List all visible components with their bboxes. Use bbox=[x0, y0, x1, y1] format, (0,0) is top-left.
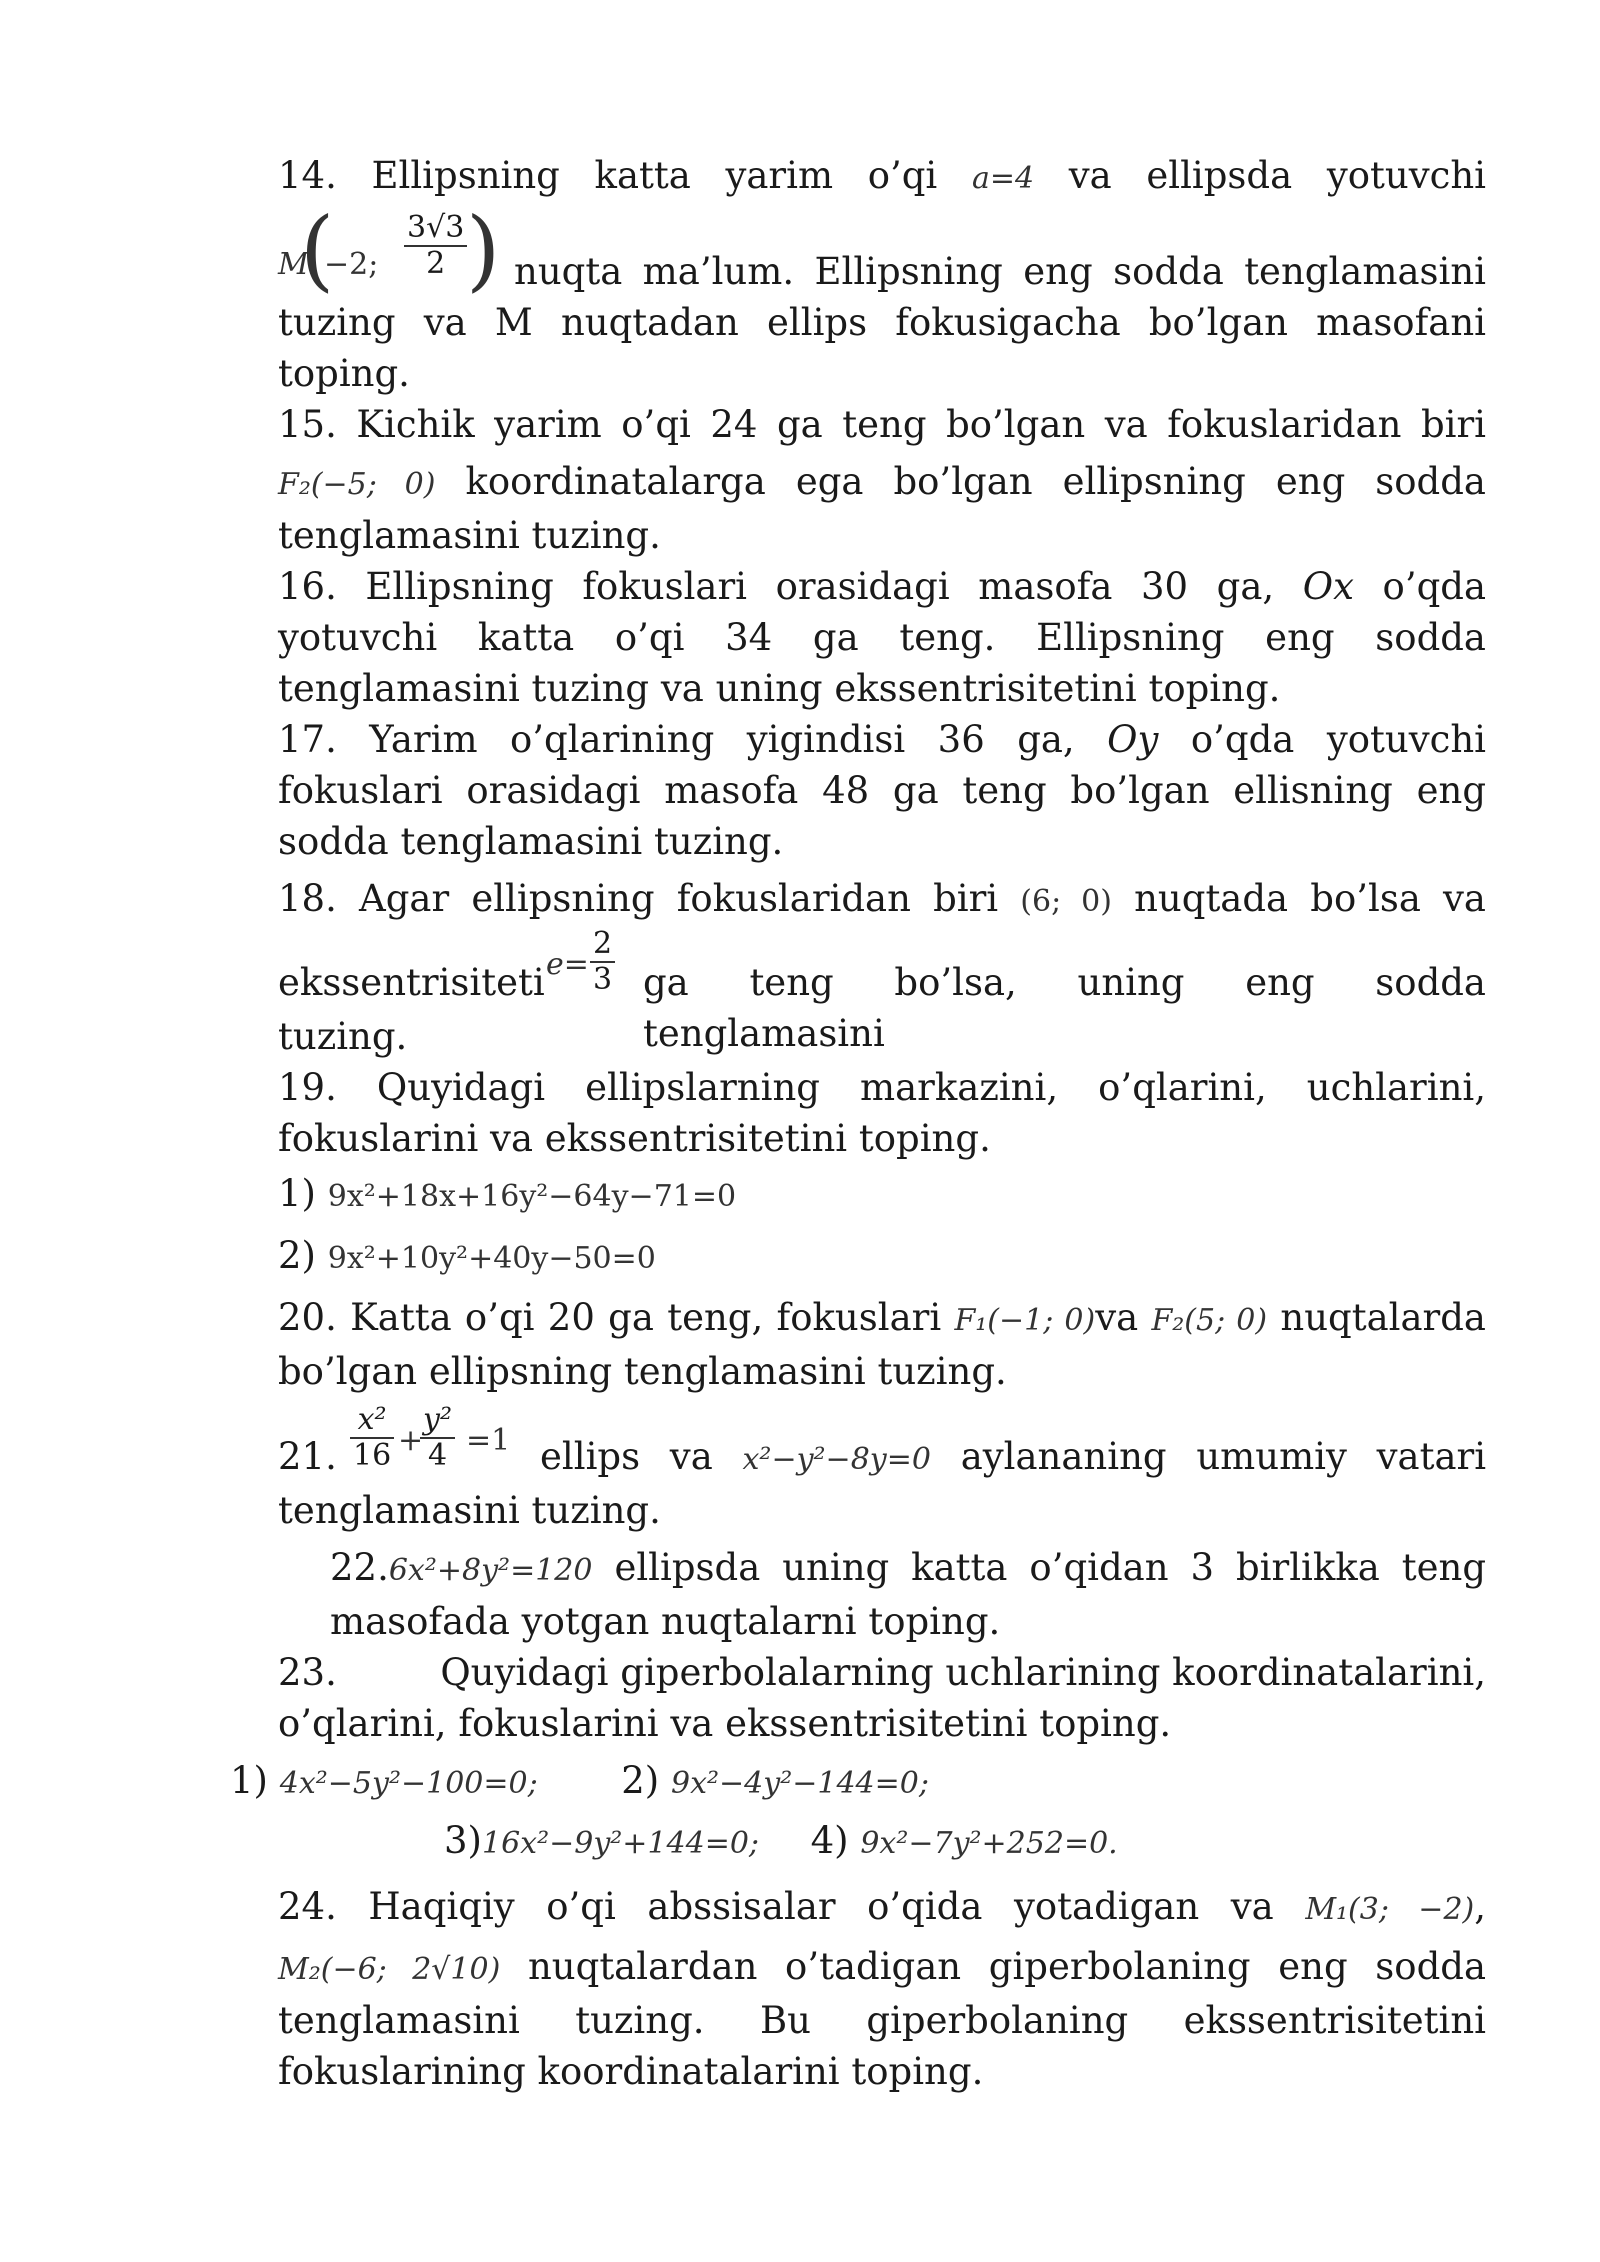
problem-24-line-1 bbox=[278, 1881, 1486, 1935]
problem-20-text-a: 20. Katta o’qi 20 ga teng, fokuslari bbox=[278, 1296, 942, 1339]
problem-18-ecc-lhs: e= bbox=[546, 947, 589, 982]
problem-23-item-4-math: 9x²−7y²+252=0. bbox=[860, 1826, 1118, 1861]
problem-15-focus: F₂(−5; 0) bbox=[278, 467, 436, 502]
problem-24-line-3: tenglamasini tuzing. Bu giperbolaning ekssentrisitetini bbox=[278, 1999, 1486, 2042]
problem-21 bbox=[278, 1397, 1486, 1536]
problem-17 bbox=[278, 714, 1486, 867]
problem-24-line-4: fokuslarining koordinatalarini toping. bbox=[278, 2050, 984, 2093]
problem-21-line-1 bbox=[278, 1397, 1486, 1485]
problem-23-item-3-math: 16x²−9y²+144=0; bbox=[481, 1826, 760, 1861]
problem-16-text-a: 16. Ellipsning fokuslari orasidagi masofa 30 ga, bbox=[278, 565, 1275, 608]
problem-23-item-3-num: 3) bbox=[444, 1819, 482, 1862]
problem-page bbox=[230, 150, 1487, 2097]
problem-14-line-3: tuzing va M nuqtadan ellips fokusigacha bo’lgan masofani toping. bbox=[278, 301, 1486, 395]
problem-22-line-1 bbox=[330, 1542, 1486, 1596]
problem-24-comma: , bbox=[1474, 1885, 1486, 1928]
problem-20-focus-1: F₁(−1; 0) bbox=[954, 1303, 1096, 1338]
problem-21-text-a: ellips va bbox=[540, 1435, 713, 1478]
problem-15-line-2 bbox=[278, 456, 1486, 510]
problem-21-frac-1-den: 16 bbox=[353, 1438, 392, 1473]
problem-23-items-row-1 bbox=[230, 1755, 1486, 1809]
problem-18-ecc-num: 2 bbox=[590, 927, 615, 963]
problem-18-ecc-frac bbox=[590, 927, 615, 997]
problem-21-text-b: aylananing umumiy vatari bbox=[960, 1435, 1487, 1478]
problem-19-item-1 bbox=[278, 1168, 1486, 1222]
problem-14-point-label: M bbox=[278, 247, 309, 282]
problem-24 bbox=[278, 1881, 1486, 2097]
problem-18-text-a: 18. Agar ellipsning fokuslaridan biri bbox=[278, 877, 999, 920]
problem-18-focus: (6; 0) bbox=[1020, 884, 1112, 919]
problem-23-items-row-2 bbox=[444, 1815, 1486, 1869]
problem-17-text-a: 17. Yarim o’qlarining yigindisi 36 ga, bbox=[278, 718, 1075, 761]
problem-23 bbox=[230, 1647, 1486, 1869]
problem-17-axis: Oy bbox=[1107, 718, 1159, 761]
problem-15-line-2-text: koordinatalarga ega bo’lgan ellipsning eng sodda bbox=[465, 460, 1486, 503]
problem-14-point-y-num: 3√3 bbox=[404, 211, 467, 247]
problem-23-item-2-math: 9x²−4y²−144=0; bbox=[671, 1766, 929, 1801]
problem-16-axis: Ox bbox=[1302, 565, 1354, 608]
problem-24-text-b: nuqtalardan o’tadigan giperbolaning eng sodda bbox=[527, 1945, 1487, 1988]
problem-16-text-b: o’qda yotuvchi katta o’qi 34 ga teng. Ellipsning eng sodda tenglamasini tuzing va uning ekssentrisitetini toping. bbox=[278, 565, 1487, 710]
problem-19-item-1-num: 1) bbox=[278, 1172, 316, 1215]
problem-24-point-m2: M₂(−6; 2√10) bbox=[278, 1952, 501, 1987]
problem-24-text-a: 24. Haqiqiy o’qi abssisalar o’qida yotadigan va bbox=[278, 1885, 1274, 1928]
problem-19 bbox=[278, 1062, 1486, 1284]
problem-18-text-b: nuqtada bo’lsa va bbox=[1134, 877, 1486, 920]
problem-18-ecc-den: 3 bbox=[593, 962, 613, 997]
problem-18 bbox=[278, 873, 1486, 1062]
problem-23-item-2-num: 2) bbox=[621, 1759, 660, 1802]
problem-23-item-1-num: 1) bbox=[230, 1759, 268, 1802]
problem-24-line-2 bbox=[278, 1941, 1486, 1995]
problem-14-line-2 bbox=[278, 198, 1486, 301]
problem-14 bbox=[278, 150, 1486, 399]
problem-18-line-1 bbox=[278, 873, 1486, 927]
problem-21-frac-2-num: y² bbox=[420, 1403, 455, 1439]
problem-14-left-paren: ( bbox=[300, 198, 335, 301]
problem-17-text-b: o’qda yotuvchi fokuslari orasidagi masofa 48 ga teng bo’lgan ellisning eng sodda tenglamasini tuzing. bbox=[278, 718, 1486, 863]
problem-19-text: 19. Quyidagi ellipslarning markazini, o’qlarini, uchlarini, fokuslarini va ekssentrisitetini toping. bbox=[278, 1066, 1486, 1160]
problem-15-line-3: tenglamasini tuzing. bbox=[278, 514, 661, 557]
problem-21-frac-1 bbox=[350, 1403, 394, 1473]
problem-14-point-x: −2; bbox=[324, 247, 379, 282]
problem-18-line-2-text-b: ga teng bo’lsa, uning eng sodda tenglamasini bbox=[643, 961, 1486, 1055]
problem-16 bbox=[278, 561, 1486, 714]
problem-21-frac-2-den: 4 bbox=[427, 1438, 448, 1473]
problem-14-text-a: 14. Ellipsning katta yarim o’qi bbox=[278, 154, 938, 197]
problem-21-plus: + bbox=[398, 1423, 424, 1458]
problem-14-text-b: va ellipsda yotuvchi bbox=[1068, 154, 1486, 197]
problem-15-line-1: 15. Kichik yarim o’qi 24 ga teng bo’lgan va fokuslaridan biri bbox=[278, 403, 1486, 446]
problem-14-semi-axis: a=4 bbox=[971, 161, 1035, 196]
problem-22-num: 22. bbox=[330, 1546, 389, 1589]
problem-21-frac-2 bbox=[420, 1403, 455, 1473]
problem-19-item-2-num: 2) bbox=[278, 1234, 316, 1277]
problem-24-point-m1: M₁(3; −2) bbox=[1305, 1892, 1475, 1927]
problem-14-line-2-text: nuqta ma’lum. Ellipsning eng sodda tenglamasini bbox=[514, 250, 1486, 293]
problem-21-line-2: tenglamasini tuzing. bbox=[278, 1489, 661, 1532]
problem-18-line-2-text-a: ekssentrisiteti bbox=[278, 961, 545, 1004]
problem-21-num: 21. bbox=[278, 1435, 337, 1478]
problem-19-item-1-math: 9x²+18x+16y²−64y−71=0 bbox=[327, 1179, 737, 1214]
problem-23-item-1-math: 4x²−5y²−100=0; bbox=[279, 1766, 538, 1801]
problem-19-item-2 bbox=[278, 1230, 1486, 1284]
problem-14-point-y bbox=[404, 211, 467, 281]
problem-15 bbox=[278, 399, 1486, 561]
problem-23-line-1 bbox=[278, 1647, 1486, 1698]
problem-20 bbox=[278, 1292, 1486, 1397]
problem-20-va: va bbox=[1095, 1296, 1139, 1339]
problem-20-line-2: bo’lgan ellipsning tenglamasini tuzing. bbox=[278, 1350, 1007, 1393]
problem-22 bbox=[278, 1542, 1486, 1647]
problem-19-item-2-math: 9x²+10y²+40y−50=0 bbox=[327, 1241, 656, 1276]
problem-23-line-2: o’qlarini, fokuslarini va ekssentrisitetini toping. bbox=[278, 1702, 1172, 1745]
problem-21-frac-1-num: x² bbox=[350, 1403, 394, 1439]
problem-21-line-1-right bbox=[540, 1431, 1486, 1485]
problem-14-right-paren: ) bbox=[466, 198, 501, 301]
problem-22-text-a: ellipsda uning katta o’qidan 3 birlikka teng bbox=[614, 1546, 1487, 1589]
problem-20-text-b: nuqtalarda bbox=[1280, 1296, 1486, 1339]
problem-22-line-2: masofada yotgan nuqtalarni toping. bbox=[330, 1600, 1001, 1643]
problem-14-point-y-den: 2 bbox=[426, 246, 446, 281]
problem-23-text-a: Quyidagi giperbolalarning uchlarining koordinatalarini, bbox=[440, 1651, 1486, 1694]
problem-22-math: 6x²+8y²=120 bbox=[388, 1553, 593, 1588]
problem-14-line-1 bbox=[278, 150, 1486, 201]
problem-23-num: 23. bbox=[278, 1651, 337, 1694]
problem-21-circle: x²−y²−8y=0 bbox=[742, 1442, 931, 1477]
problem-20-focus-2: F₂(5; 0) bbox=[1151, 1303, 1268, 1338]
problem-24-m1-wrap bbox=[1305, 1885, 1486, 1928]
problem-21-eq: =1 bbox=[466, 1423, 511, 1458]
problem-23-item-4-num: 4) bbox=[810, 1819, 849, 1862]
problem-20-line-1 bbox=[278, 1292, 1486, 1346]
problem-18-line-3: tuzing. bbox=[278, 1015, 408, 1058]
